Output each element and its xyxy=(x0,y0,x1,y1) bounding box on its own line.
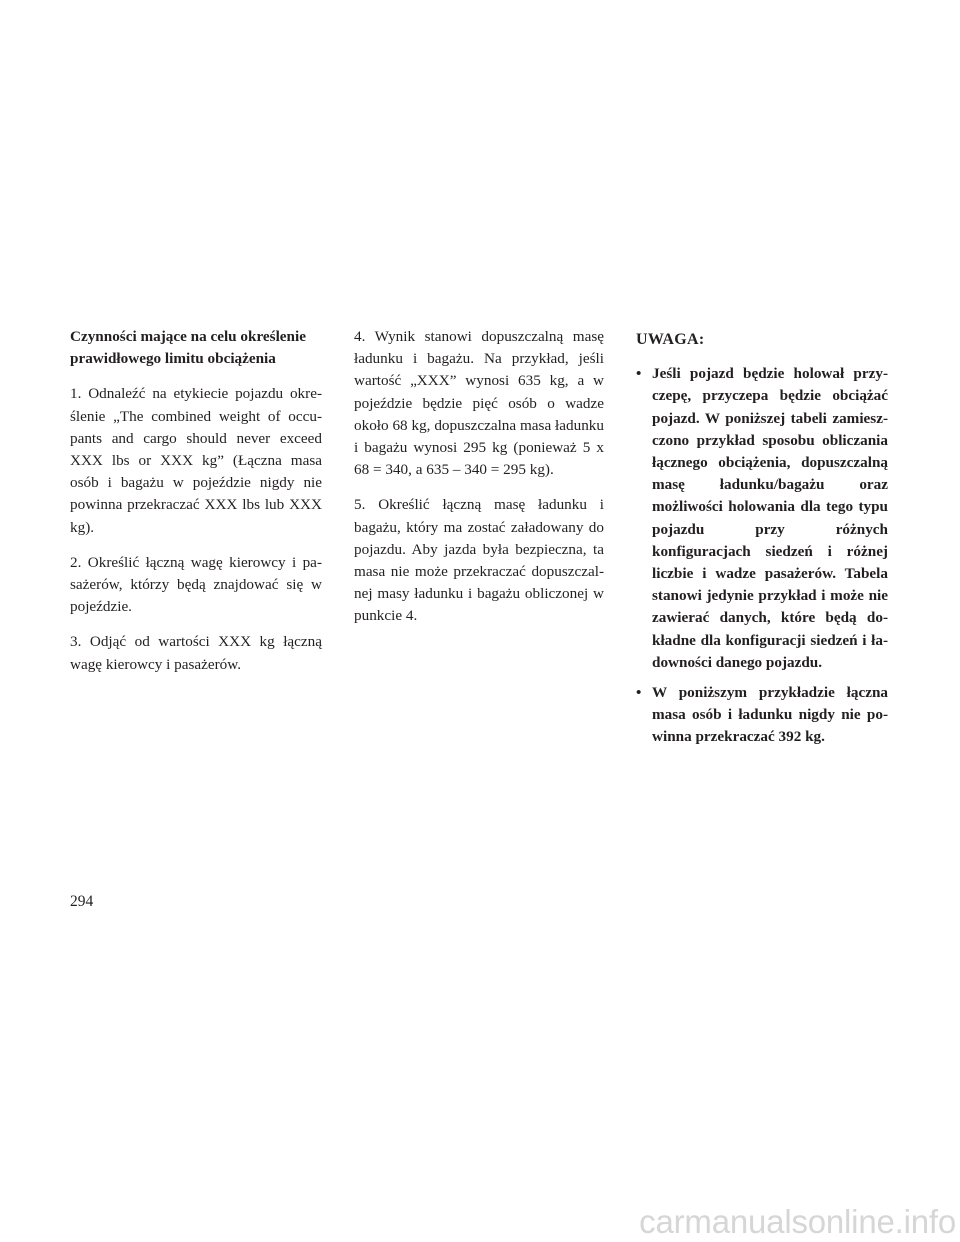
note-item-text: W poniższym przykładzie łączna masa osób i ładunku nigdy nie powinna przekraczać 392 kg. xyxy=(652,684,888,746)
note-item-towing xyxy=(636,363,888,674)
left-column xyxy=(70,326,322,689)
step-5-paragraph: 5. Określić łączną masę ładunku i bagażu, który ma zostać załadowany do pojazdu. Aby jazda była bezpieczna, ta masa nie może przekraczać dopuszczalnej masy ładunku i bagażu obliczonej w punkcie 4. xyxy=(354,496,604,625)
note-column xyxy=(636,329,888,757)
note-list xyxy=(636,363,888,748)
note-title: UWAGA: xyxy=(636,331,705,348)
bullet-icon: • xyxy=(636,365,642,383)
step-3-paragraph: 3. Odjąć od wartości XXX kg łączną wagę kierowcy i pasażerów. xyxy=(70,633,322,673)
note-item-limit xyxy=(636,682,888,749)
step-2-paragraph: 2. Określić łączną wagę kierowcy i pasażerów, którzy będą znajdować się w pojeździe. xyxy=(70,553,322,616)
step-1-paragraph: 1. Odnaleźć na etykiecie pojazdu określenie „The combined weight of occupants and cargo should never exceed XXX lbs or XXX kg” (Łączna masa osób i bagażu w pojeździe nigdy nie powinna przekraczać XXX lbs lub XXX kg). xyxy=(70,385,322,536)
middle-column xyxy=(354,326,604,641)
bullet-icon: • xyxy=(636,684,642,702)
step-4-paragraph: 4. Wynik stanowi dopuszczalną masę ładunku i bagażu. Na przykład, jeśli wartość „XXX” wynosi 635 kg, a w pojeździe będzie pięć osób o wadze około 68 kg, dopuszczalna masa ładunku i bagażu wynosi 295 kg (ponieważ 5 x 68 = 340, a 635 – 340 = 295 kg). xyxy=(354,328,604,479)
section-heading: Czynności mające na celu określenie prawidłowego limitu obciążenia xyxy=(70,328,306,368)
page-number: 294 xyxy=(70,893,94,910)
watermark: carmanualsonline.info xyxy=(639,1203,956,1240)
note-item-text: Jeśli pojazd będzie holował przyczepę, przyczepa będzie obciążać pojazd. W poniższej tabeli zamieszczono przykład sposobu obliczania łącznego obciążenia, dopuszczalną masę ładunku/bagażu oraz możliwości holowania dla tego typu pojazdu przy różnych konfiguracjach siedzeń i różnej liczbie i wadze pasażerów. Tabela stanowi jedynie przykład i może nie zawierać danych, które będą dokładne dla konfiguracji siedzeń i ładowności danego pojazdu. xyxy=(652,365,888,671)
